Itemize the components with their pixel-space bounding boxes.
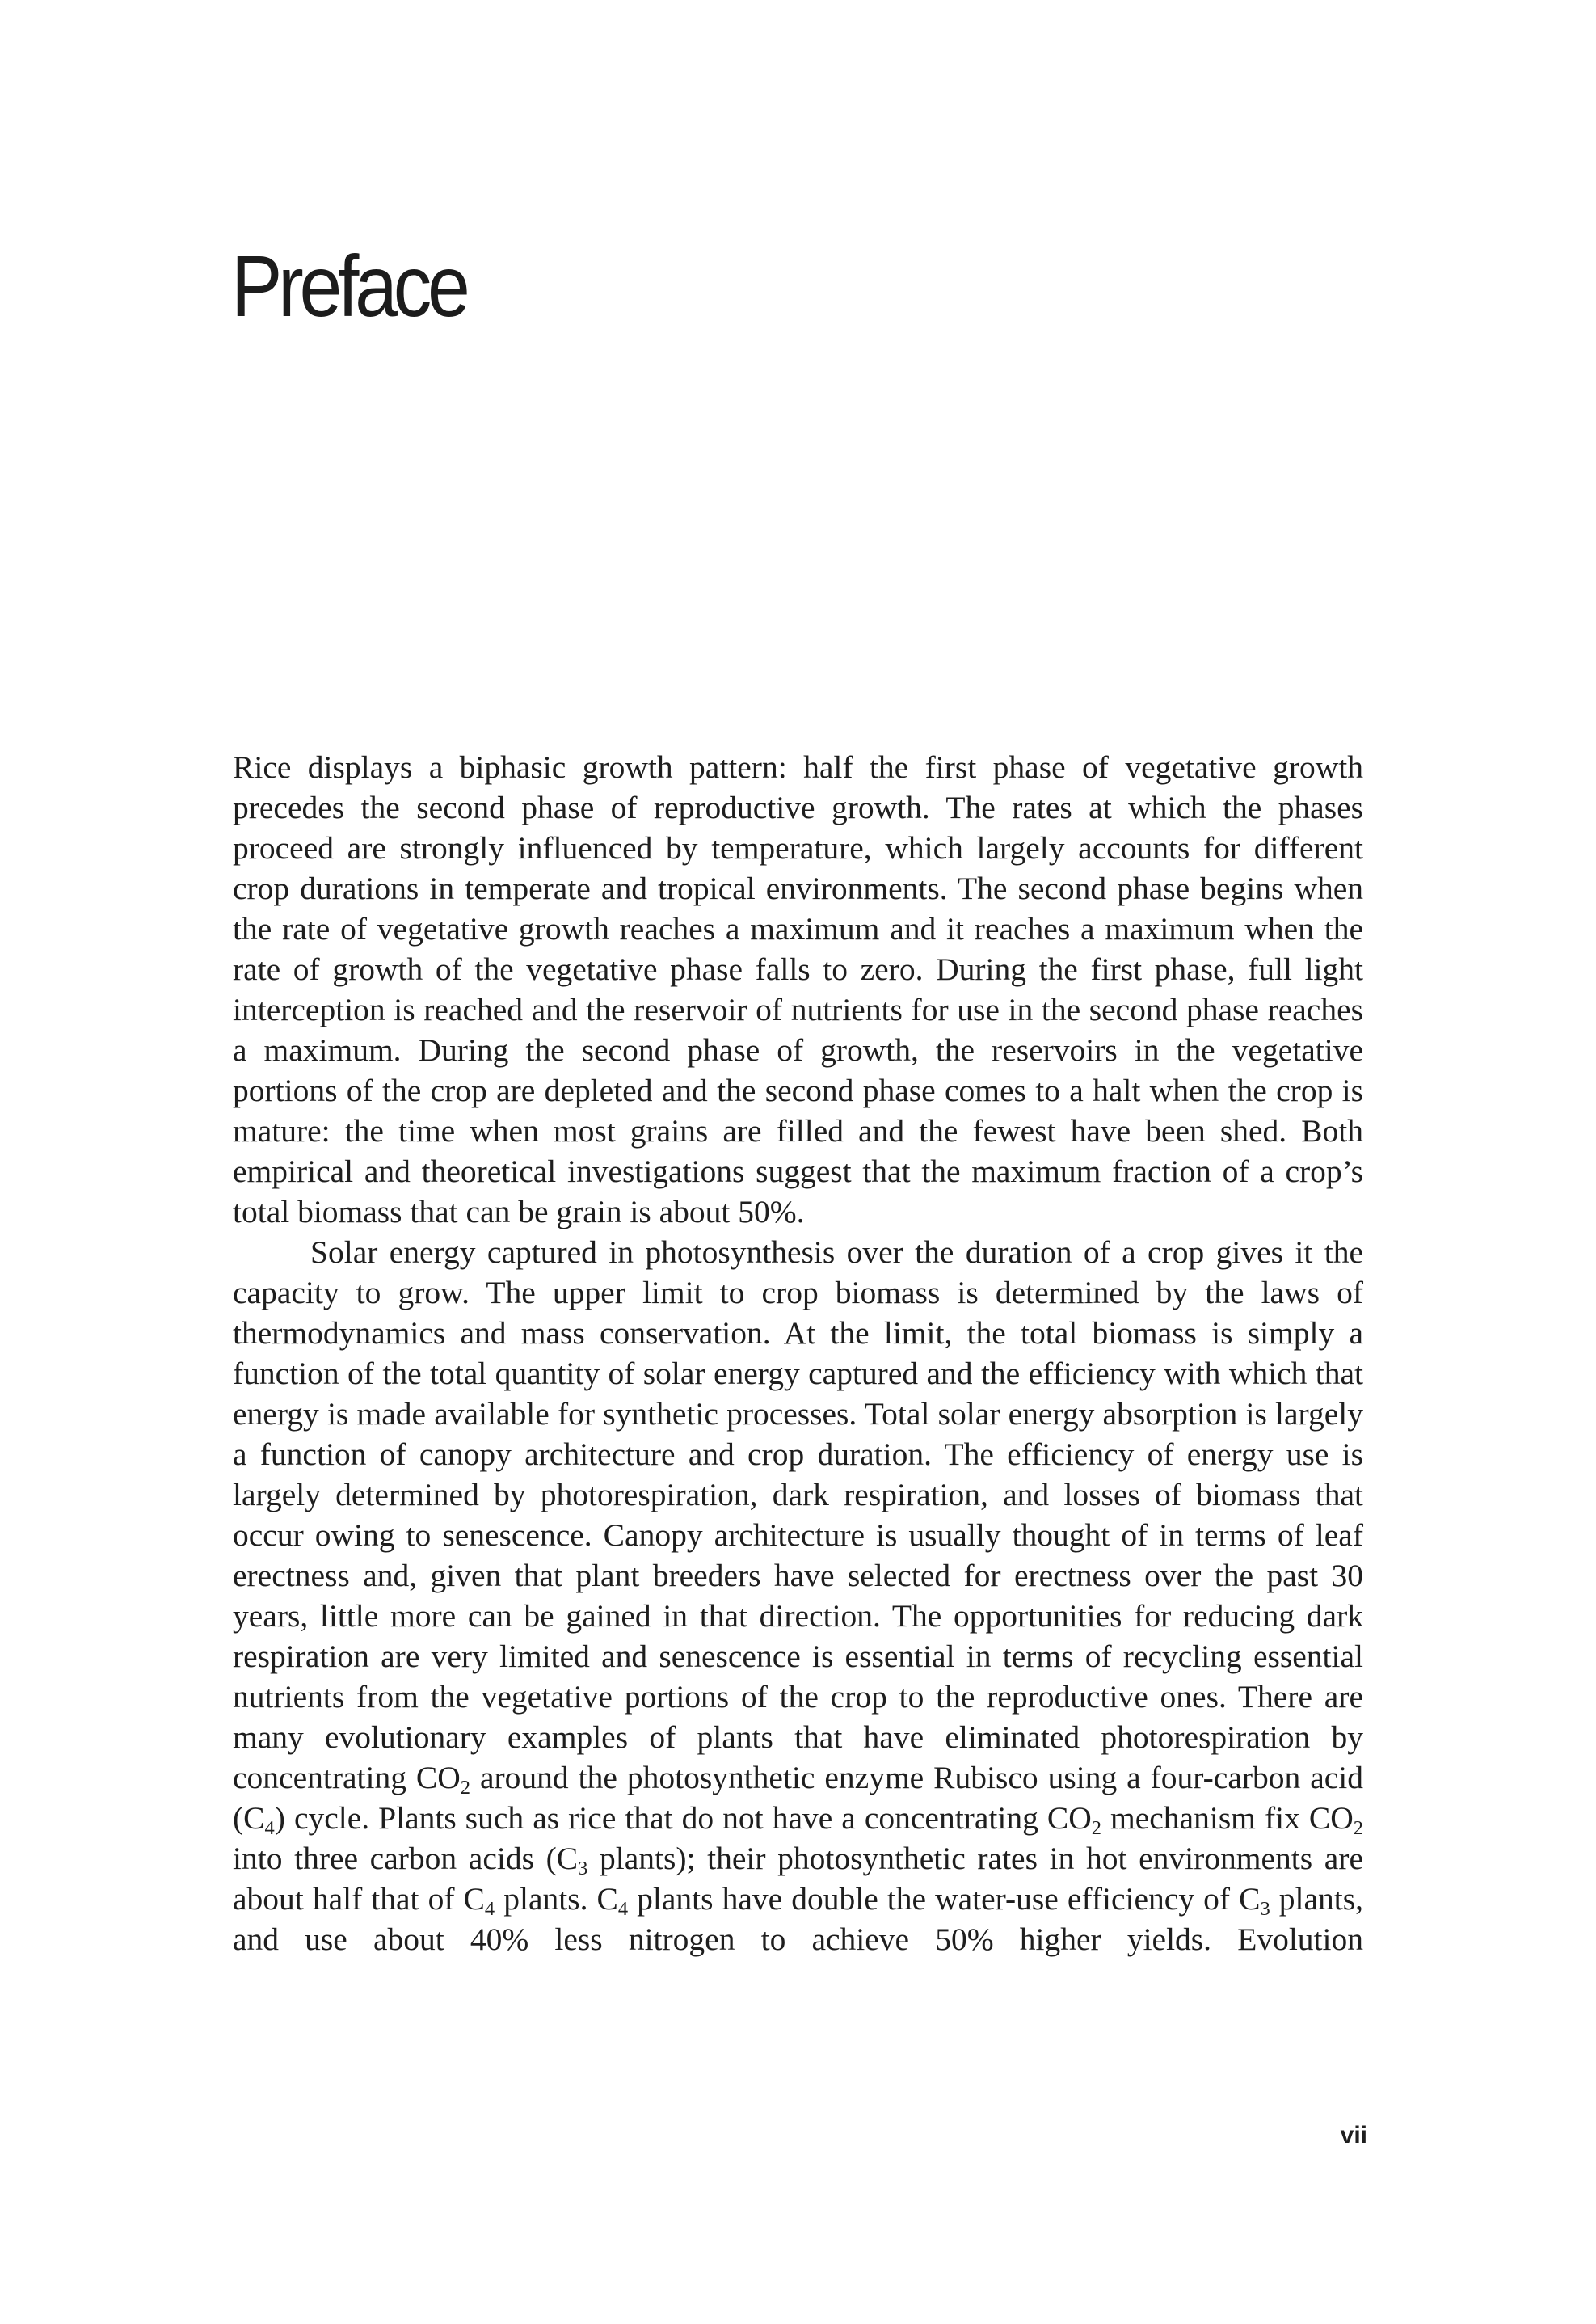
text-segment: Rice displays a biphasic growth pattern: half the first phase of vegetative growth precedes the second phase of reproductive growth. The rates at which the phases proceed are strongly influenced by temperature, which largely accounts for different crop durations in temperate and tropical environments. The second phase begins when the rate of vegetative growth reaches a maximum and it reaches a maximum when the rate of growth of the vegetative phase falls to zero. During the first phase, full light interception is reached and the reservoir of nutrients for use in the second phase reaches a maximum. During the second phase of growth, the reservoirs in the vegetative portions of the crop are depleted and the second phase comes to a halt when the crop is mature: the time when most grains are filled and the fewest have been shed. Both empirical and theoretical investigations suggest that the maximum fraction of a crop’s total biomass that can be grain is about 50%. — [233, 749, 1363, 1229]
text-segment: ) cycle. Plants such as rice that do not have a concentrating CO — [274, 1800, 1092, 1836]
subscript: 3 — [578, 1857, 588, 1879]
subscript: 4 — [264, 1816, 275, 1839]
subscript: 2 — [1091, 1816, 1101, 1839]
subscript: 4 — [484, 1897, 495, 1920]
body-text — [233, 747, 1363, 1959]
subscript: 2 — [1353, 1816, 1363, 1839]
text-segment: Solar energy captured in photosynthesis over the duration of a crop gives it the capacity to grow. The upper limit to crop biomass is determined by the laws of thermodynamics and mass conservation. At the limit, the total biomass is simply a function of the total quantity of solar energy captured and the efficiency with which that energy is made available for synthetic processes. Total solar energy absorption is largely a function of canopy architecture and crop duration. The efficiency of energy use is largely determined by photorespiration, dark respiration, and losses of biomass that occur owing to senescence. Canopy architecture is usually thought of in terms of leaf erectness and, given that plant breeders have selected for erectness over the past 30 years, little more can be gained in that direction. The opportunities for reducing dark respiration are very limited and senescence is essential in terms of recycling essential nutrients from the vegetative portions of the crop to the reproductive ones. There are many evolutionary examples of plants that have eliminated photorespiration by concentrating CO — [233, 1234, 1363, 1795]
text-segment: plants); their photosynthetic rates in hot environments are about half that of C — [233, 1841, 1363, 1917]
text-segment: mechanism fix CO — [1101, 1800, 1354, 1836]
page-number: vii — [1340, 2122, 1367, 2149]
subscript: 3 — [1260, 1897, 1270, 1920]
text-segment: plants. C — [495, 1881, 618, 1917]
text-segment: around the photosynthetic enzyme Rubisco using a four-carbon acid (C — [233, 1760, 1364, 1836]
subscript: 2 — [460, 1776, 471, 1799]
paragraph-solar-energy — [233, 1232, 1363, 1959]
page-title: Preface — [231, 237, 466, 335]
text-segment: plants have double the water-use efficiency of C — [628, 1881, 1261, 1917]
text-segment: into three carbon acids (C — [233, 1841, 579, 1876]
text-segment: plants, and use about 40% less nitrogen to achieve 50% higher yields. Evolution — [233, 1881, 1363, 1957]
subscript: 4 — [617, 1897, 629, 1920]
paragraph-growth-pattern — [233, 747, 1363, 1232]
